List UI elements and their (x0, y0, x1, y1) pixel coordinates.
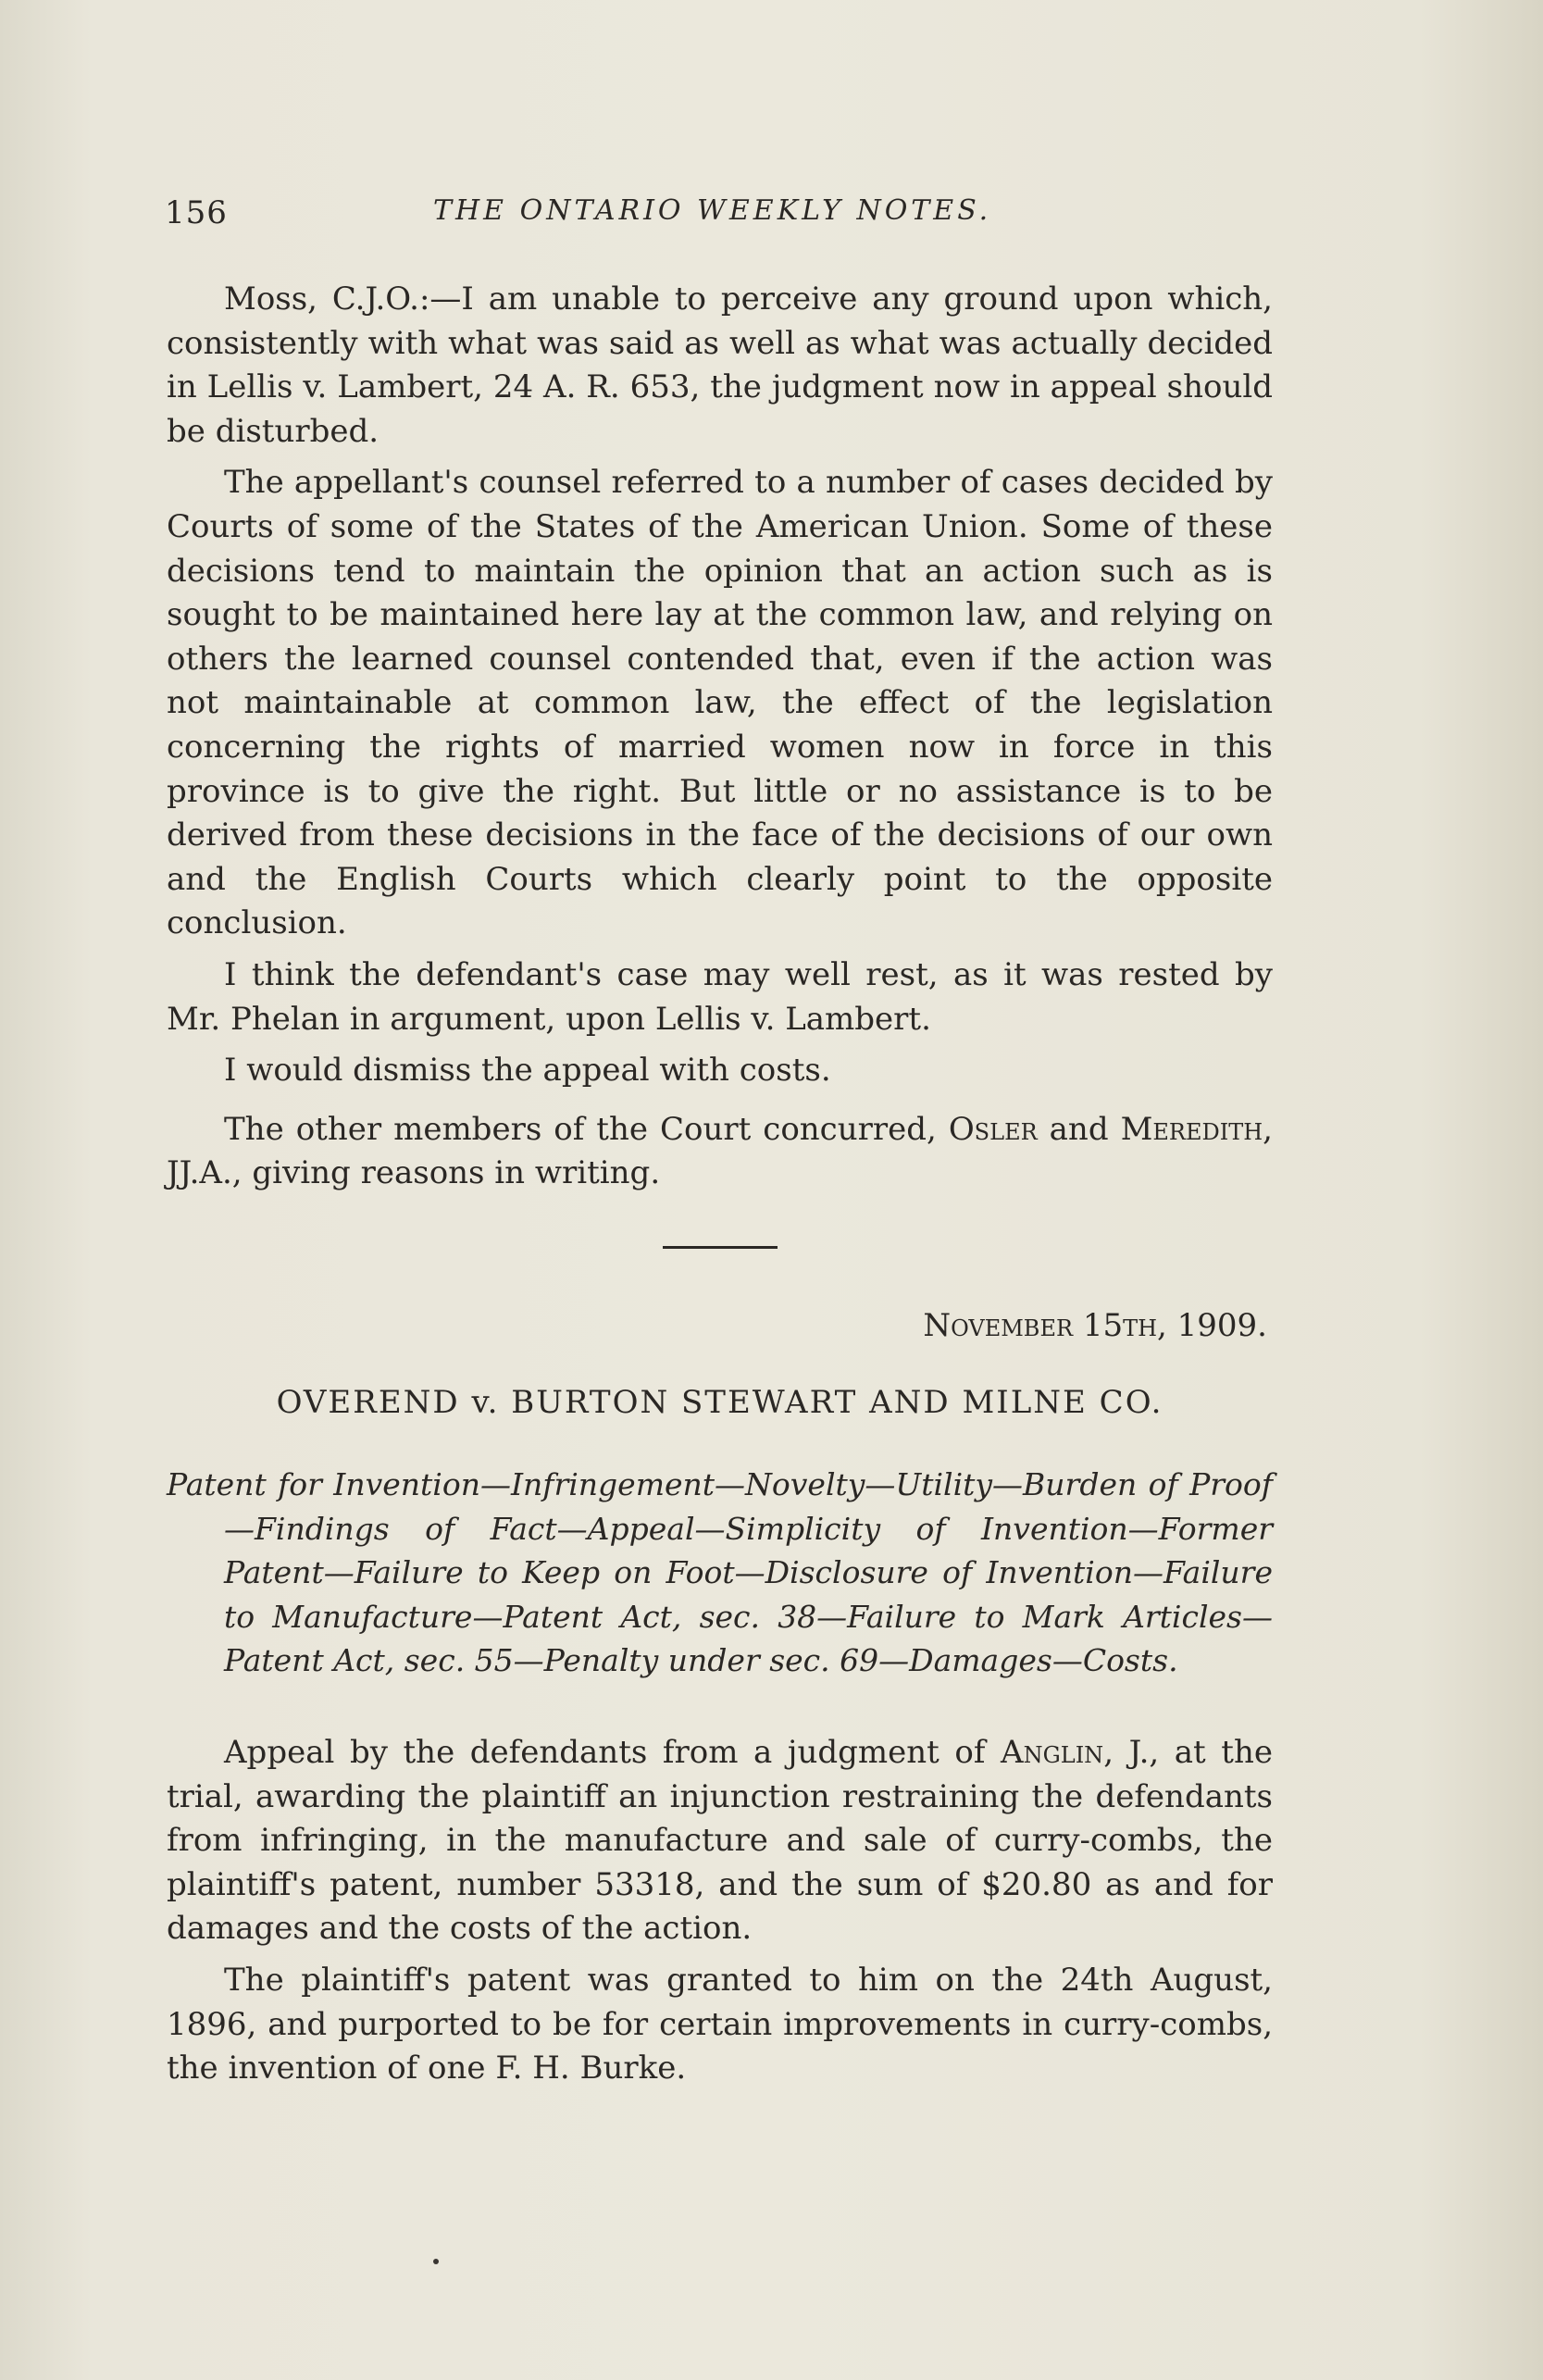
judgment-paragraph-4: I would dismiss the appeal with costs. (224, 1052, 831, 1090)
case-paragraph-2: The plaintiff's patent was granted to him on the 24th August, 1896, and purported to be for certain improvements in curry-combs, the invention of one F. H. Burke. (167, 1962, 1273, 2087)
case-paragraph-1: Appeal by the defendants from a judgment of Anglin, J., at the trial, awarding the plaintiff an injunction restraining the defendants from infringing, in the manufacture and sale of curry-combs, the plaintiff's patent, number 53318, and the sum of $20.80 as and for damages and the costs of the action. (167, 1734, 1273, 1948)
judge-name-meredith: Meredith (1120, 1110, 1263, 1148)
page-header (165, 194, 1275, 241)
judgment-paragraph-2: The appellant's counsel referred to a number of cases decided by Courts of some of the States of the American Union. Some of these decisions tend to maintain the opinion that an action such as is sought to be maintained here lay at the common law, and relying on others the learned counsel contended that, even if the action was not maintainable at common law, the effect of the legislation concerning the rights of married women now in force in this province is to give the right. But little or no assistance is to be derived from these decisions in the face of the decisions of our own and the English Courts which clearly point to the opposite conclusion. (167, 464, 1273, 942)
judgment-paragraph-3: I think the defendant's case may well rest, as it was rested by Mr. Phelan in argument, upon Lellis v. Lambert. (167, 955, 1273, 1038)
concurrence-paragraph: The other members of the Court concurred, Osler and Meredith, JJ.A., giving reasons in writing. (167, 1110, 1273, 1192)
page-number: 156 (165, 194, 228, 231)
judge-name-osler: Osler (948, 1110, 1038, 1148)
running-head: THE ONTARIO WEEKLY NOTES. (433, 194, 992, 227)
section-divider (663, 1246, 778, 1249)
case-headnote: Patent for Invention—Infringement—Novelty—Utility—Burden of Proof—Findings of Fact—Appeal—Simplicity of Invention—Former Patent—Failure to Keep on Foot—Disclosure of Invention—Failure to Manufacture—Patent Act, sec. 38—Failure to Mark Articles—Patent Act, sec. 55—Penalty under sec. 69—Damages—Costs. (167, 1466, 1273, 1679)
judgment-paragraph-1: Moss, C.J.O.:—I am unable to perceive any ground upon which, consistently with what was said as well as what was actually decided in Lellis v. Lambert, 24 A. R. 653, the judgment now in appeal should be disturbed. (167, 280, 1273, 450)
judge-name-anglin: Anglin (1001, 1734, 1104, 1772)
case-date: November 15th, 1909. (923, 1306, 1267, 1344)
case-title: OVEREND v. BURTON STEWART AND MILNE CO. (276, 1384, 1163, 1422)
page-body (167, 278, 1273, 2091)
ink-speck (433, 2259, 439, 2264)
